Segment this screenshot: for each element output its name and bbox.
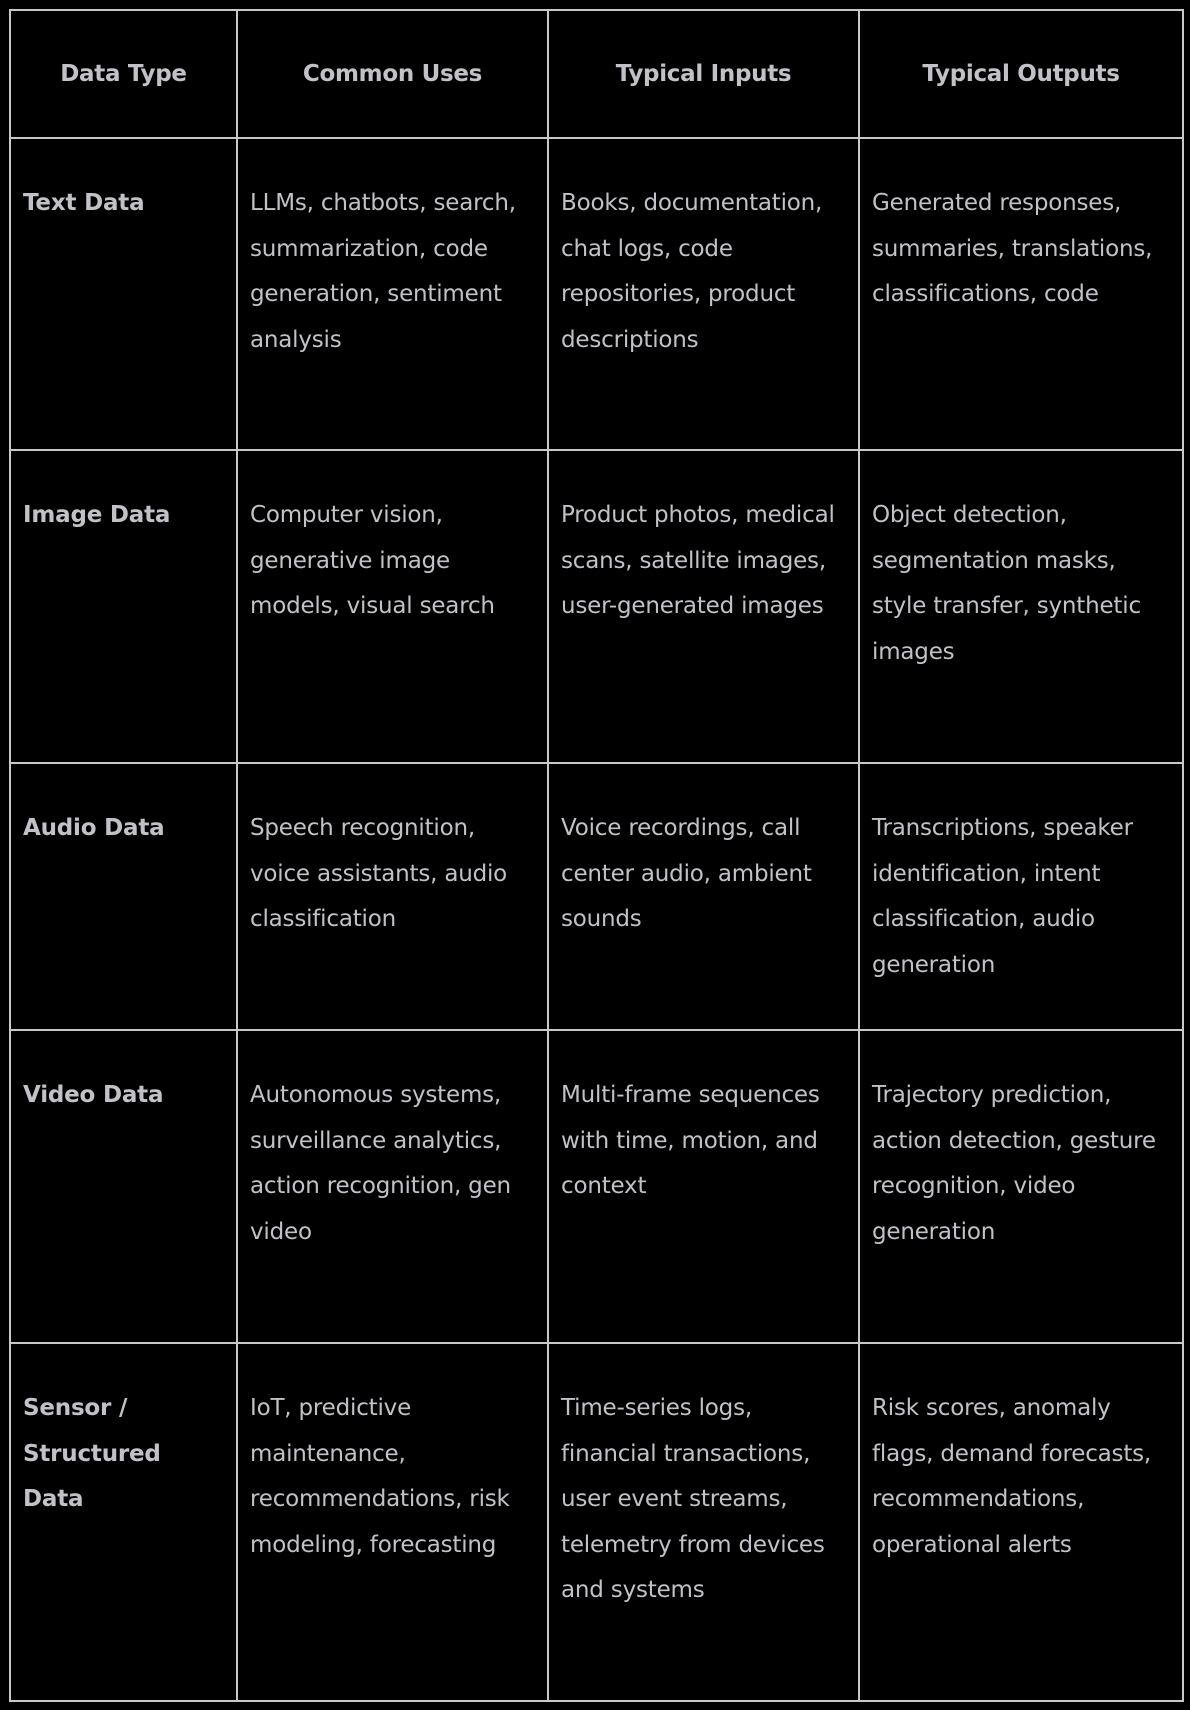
- cell-common-uses: LLMs, chatbots, search, summarization, code generation, sentiment analysis: [250, 190, 516, 353]
- table-row: [10, 1343, 1183, 1701]
- header-row: [10, 10, 1183, 138]
- cell-data-type: Text Data: [23, 190, 145, 216]
- cell-data-type: Audio Data: [23, 815, 165, 841]
- cell-typical-inputs: Voice recordings, call center audio, ambient sounds: [561, 815, 812, 932]
- cell-data-type: Image Data: [23, 502, 171, 528]
- header-typical-outputs: Typical Outputs: [859, 10, 1183, 138]
- header-typical-inputs: Typical Inputs: [548, 10, 859, 138]
- cell-typical-inputs: Time-series logs, financial transactions, user event streams, telemetry from devices and systems: [561, 1395, 825, 1603]
- cell-typical-inputs: Product photos, medical scans, satellite images, user-generated images: [561, 502, 835, 619]
- cell-typical-outputs: Transcriptions, speaker identification, intent classification, audio generation: [872, 815, 1133, 978]
- cell-typical-inputs: Multi-frame sequences with time, motion, and context: [561, 1082, 820, 1199]
- cell-common-uses: IoT, predictive maintenance, recommendations, risk modeling, forecasting: [250, 1395, 510, 1558]
- cell-typical-inputs: Books, documentation, chat logs, code repositories, product descriptions: [561, 190, 823, 353]
- cell-typical-outputs: Object detection, segmentation masks, style transfer, synthetic images: [872, 502, 1141, 665]
- table-row: [10, 138, 1183, 450]
- header-data-type: Data Type: [10, 10, 237, 138]
- cell-common-uses: Autonomous systems, surveillance analytics, action recognition, gen video: [250, 1082, 511, 1245]
- header-common-uses: Common Uses: [237, 10, 548, 138]
- cell-typical-outputs: Risk scores, anomaly flags, demand forecasts, recommendations, operational alerts: [872, 1395, 1152, 1558]
- cell-data-type: Sensor / Structured Data: [23, 1395, 161, 1512]
- table-row: [10, 1030, 1183, 1343]
- cell-common-uses: Speech recognition, voice assistants, audio classification: [250, 815, 508, 932]
- cell-typical-outputs: Generated responses, summaries, translations, classifications, code: [872, 190, 1153, 307]
- cell-common-uses: Computer vision, generative image models, visual search: [250, 502, 495, 619]
- data-types-table: [9, 9, 1184, 1702]
- table-row: [10, 450, 1183, 763]
- cell-typical-outputs: Trajectory prediction, action detection, gesture recognition, video generation: [872, 1082, 1156, 1245]
- cell-data-type: Video Data: [23, 1082, 164, 1108]
- table-row: [10, 763, 1183, 1030]
